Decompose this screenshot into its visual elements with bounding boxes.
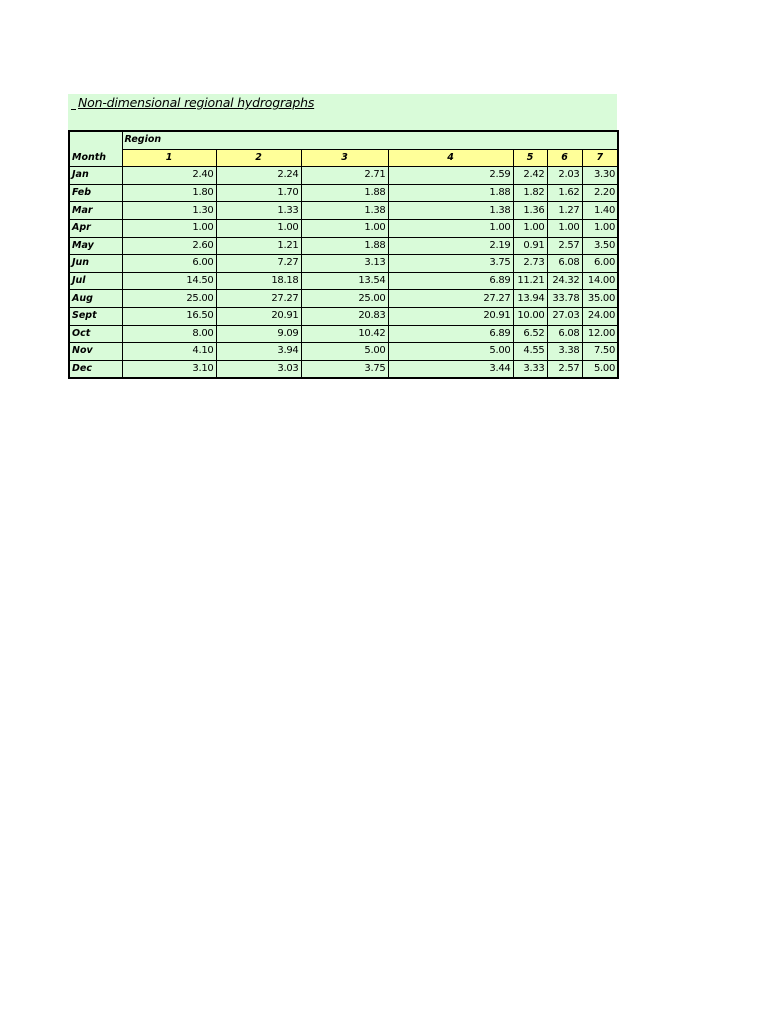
value-cell-region-1[interactable]: 2.40 bbox=[122, 167, 216, 185]
value-cell-region-2[interactable]: 3.94 bbox=[216, 343, 301, 361]
value-cell-region-4[interactable]: 2.19 bbox=[388, 237, 513, 255]
region-header-1[interactable]: 1 bbox=[122, 149, 216, 167]
table-row bbox=[69, 272, 618, 290]
value-cell-region-1[interactable]: 6.00 bbox=[122, 255, 216, 273]
value-cell-region-3[interactable]: 1.00 bbox=[301, 219, 388, 237]
table-row bbox=[69, 219, 618, 237]
value-cell-region-2[interactable]: 1.00 bbox=[216, 219, 301, 237]
value-cell-region-5[interactable]: 2.42 bbox=[513, 167, 547, 185]
value-cell-region-7[interactable]: 12.00 bbox=[582, 325, 618, 343]
sheet-title: Non-dimensional regional hydrographs bbox=[78, 95, 315, 110]
value-cell-region-3[interactable]: 1.38 bbox=[301, 202, 388, 220]
value-cell-region-2[interactable]: 1.21 bbox=[216, 237, 301, 255]
value-cell-region-7[interactable]: 6.00 bbox=[582, 255, 618, 273]
value-cell-region-6[interactable]: 2.57 bbox=[547, 237, 582, 255]
table-row bbox=[69, 184, 618, 202]
value-cell-region-7[interactable]: 1.40 bbox=[582, 202, 618, 220]
value-cell-region-4[interactable]: 1.88 bbox=[388, 184, 513, 202]
value-cell-region-4[interactable]: 6.89 bbox=[388, 325, 513, 343]
value-cell-region-2[interactable]: 3.03 bbox=[216, 360, 301, 378]
value-cell-region-4[interactable]: 1.38 bbox=[388, 202, 513, 220]
value-cell-region-7[interactable]: 5.00 bbox=[582, 360, 618, 378]
value-cell-region-2[interactable]: 1.70 bbox=[216, 184, 301, 202]
value-cell-region-3[interactable]: 1.88 bbox=[301, 184, 388, 202]
month-cell[interactable]: Feb bbox=[69, 184, 122, 202]
value-cell-region-5[interactable]: 2.73 bbox=[513, 255, 547, 273]
value-cell-region-7[interactable]: 24.00 bbox=[582, 307, 618, 325]
value-cell-region-3[interactable]: 1.88 bbox=[301, 237, 388, 255]
value-cell-region-4[interactable]: 5.00 bbox=[388, 343, 513, 361]
table-row bbox=[69, 255, 618, 273]
value-cell-region-4[interactable]: 20.91 bbox=[388, 307, 513, 325]
value-cell-region-2[interactable]: 18.18 bbox=[216, 272, 301, 290]
month-cell[interactable]: Oct bbox=[69, 325, 122, 343]
table-row bbox=[69, 202, 618, 220]
table-row bbox=[69, 167, 618, 185]
month-cell[interactable]: Mar bbox=[69, 202, 122, 220]
value-cell-region-3[interactable]: 25.00 bbox=[301, 290, 388, 308]
value-cell-region-5[interactable]: 1.00 bbox=[513, 219, 547, 237]
value-cell-region-5[interactable]: 10.00 bbox=[513, 307, 547, 325]
value-cell-region-2[interactable]: 1.33 bbox=[216, 202, 301, 220]
value-cell-region-1[interactable]: 14.50 bbox=[122, 272, 216, 290]
value-cell-region-6[interactable]: 2.03 bbox=[547, 167, 582, 185]
value-cell-region-2[interactable]: 7.27 bbox=[216, 255, 301, 273]
value-cell-region-3[interactable]: 5.00 bbox=[301, 343, 388, 361]
value-cell-region-7[interactable]: 35.00 bbox=[582, 290, 618, 308]
value-cell-region-1[interactable]: 1.80 bbox=[122, 184, 216, 202]
value-cell-region-7[interactable]: 14.00 bbox=[582, 272, 618, 290]
value-cell-region-1[interactable]: 25.00 bbox=[122, 290, 216, 308]
value-cell-region-6[interactable]: 6.08 bbox=[547, 325, 582, 343]
region-header-3[interactable]: 3 bbox=[301, 149, 388, 167]
value-cell-region-2[interactable]: 9.09 bbox=[216, 325, 301, 343]
hydrograph-table bbox=[68, 130, 619, 379]
region-header-4[interactable]: 4 bbox=[388, 149, 513, 167]
value-cell-region-1[interactable]: 16.50 bbox=[122, 307, 216, 325]
region-header-row bbox=[69, 131, 618, 149]
value-cell-region-7[interactable]: 1.00 bbox=[582, 219, 618, 237]
region-header-5[interactable]: 5 bbox=[513, 149, 547, 167]
value-cell-region-7[interactable]: 2.20 bbox=[582, 184, 618, 202]
table-body bbox=[69, 131, 618, 378]
value-cell-region-5[interactable]: 1.82 bbox=[513, 184, 547, 202]
value-cell-region-5[interactable]: 13.94 bbox=[513, 290, 547, 308]
value-cell-region-7[interactable]: 7.50 bbox=[582, 343, 618, 361]
value-cell-region-7[interactable]: 3.30 bbox=[582, 167, 618, 185]
region-label[interactable]: Region bbox=[122, 131, 618, 149]
table-row bbox=[69, 360, 618, 378]
value-cell-region-2[interactable]: 2.24 bbox=[216, 167, 301, 185]
table-row bbox=[69, 307, 618, 325]
value-cell-region-3[interactable]: 20.83 bbox=[301, 307, 388, 325]
region-header-2[interactable]: 2 bbox=[216, 149, 301, 167]
value-cell-region-5[interactable]: 3.33 bbox=[513, 360, 547, 378]
value-cell-region-6[interactable]: 1.00 bbox=[547, 219, 582, 237]
value-cell-region-4[interactable]: 2.59 bbox=[388, 167, 513, 185]
month-header[interactable]: Month bbox=[69, 149, 122, 167]
value-cell-region-1[interactable]: 1.00 bbox=[122, 219, 216, 237]
value-cell-region-6[interactable]: 27.03 bbox=[547, 307, 582, 325]
value-cell-region-4[interactable]: 3.44 bbox=[388, 360, 513, 378]
value-cell-region-3[interactable]: 10.42 bbox=[301, 325, 388, 343]
title-band bbox=[68, 94, 617, 130]
column-header-row bbox=[69, 149, 618, 167]
value-cell-region-3[interactable]: 3.13 bbox=[301, 255, 388, 273]
month-cell[interactable]: Apr bbox=[69, 219, 122, 237]
table-row bbox=[69, 290, 618, 308]
spreadsheet-area bbox=[68, 94, 617, 379]
month-cell[interactable]: Sept bbox=[69, 307, 122, 325]
value-cell-region-7[interactable]: 3.50 bbox=[582, 237, 618, 255]
value-cell-region-1[interactable]: 4.10 bbox=[122, 343, 216, 361]
value-cell-region-6[interactable]: 24.32 bbox=[547, 272, 582, 290]
value-cell-region-6[interactable]: 3.38 bbox=[547, 343, 582, 361]
region-header-6[interactable]: 6 bbox=[547, 149, 582, 167]
value-cell-region-6[interactable]: 2.57 bbox=[547, 360, 582, 378]
month-cell[interactable]: Nov bbox=[69, 343, 122, 361]
value-cell-region-3[interactable]: 13.54 bbox=[301, 272, 388, 290]
value-cell-region-6[interactable]: 1.62 bbox=[547, 184, 582, 202]
month-cell[interactable]: Jan bbox=[69, 167, 122, 185]
value-cell-region-1[interactable]: 3.10 bbox=[122, 360, 216, 378]
month-cell[interactable]: May bbox=[69, 237, 122, 255]
value-cell-region-4[interactable]: 6.89 bbox=[388, 272, 513, 290]
value-cell-region-4[interactable]: 27.27 bbox=[388, 290, 513, 308]
value-cell-region-2[interactable]: 20.91 bbox=[216, 307, 301, 325]
table-row bbox=[69, 325, 618, 343]
table-row bbox=[69, 343, 618, 361]
value-cell-region-6[interactable]: 6.08 bbox=[547, 255, 582, 273]
value-cell-region-1[interactable]: 1.30 bbox=[122, 202, 216, 220]
title-underline-dash bbox=[71, 109, 76, 110]
value-cell-region-5[interactable]: 1.36 bbox=[513, 202, 547, 220]
value-cell-region-4[interactable]: 1.00 bbox=[388, 219, 513, 237]
month-cell[interactable]: Jun bbox=[69, 255, 122, 273]
value-cell-region-5[interactable]: 11.21 bbox=[513, 272, 547, 290]
month-cell[interactable]: Jul bbox=[69, 272, 122, 290]
month-cell[interactable]: Aug bbox=[69, 290, 122, 308]
value-cell-region-5[interactable]: 4.55 bbox=[513, 343, 547, 361]
value-cell-region-1[interactable]: 2.60 bbox=[122, 237, 216, 255]
value-cell-region-6[interactable]: 1.27 bbox=[547, 202, 582, 220]
corner-cell[interactable] bbox=[69, 131, 122, 149]
value-cell-region-1[interactable]: 8.00 bbox=[122, 325, 216, 343]
region-header-7[interactable]: 7 bbox=[582, 149, 618, 167]
value-cell-region-4[interactable]: 3.75 bbox=[388, 255, 513, 273]
value-cell-region-6[interactable]: 33.78 bbox=[547, 290, 582, 308]
value-cell-region-3[interactable]: 2.71 bbox=[301, 167, 388, 185]
table-row bbox=[69, 237, 618, 255]
value-cell-region-5[interactable]: 6.52 bbox=[513, 325, 547, 343]
value-cell-region-2[interactable]: 27.27 bbox=[216, 290, 301, 308]
value-cell-region-3[interactable]: 3.75 bbox=[301, 360, 388, 378]
month-cell[interactable]: Dec bbox=[69, 360, 122, 378]
value-cell-region-5[interactable]: 0.91 bbox=[513, 237, 547, 255]
